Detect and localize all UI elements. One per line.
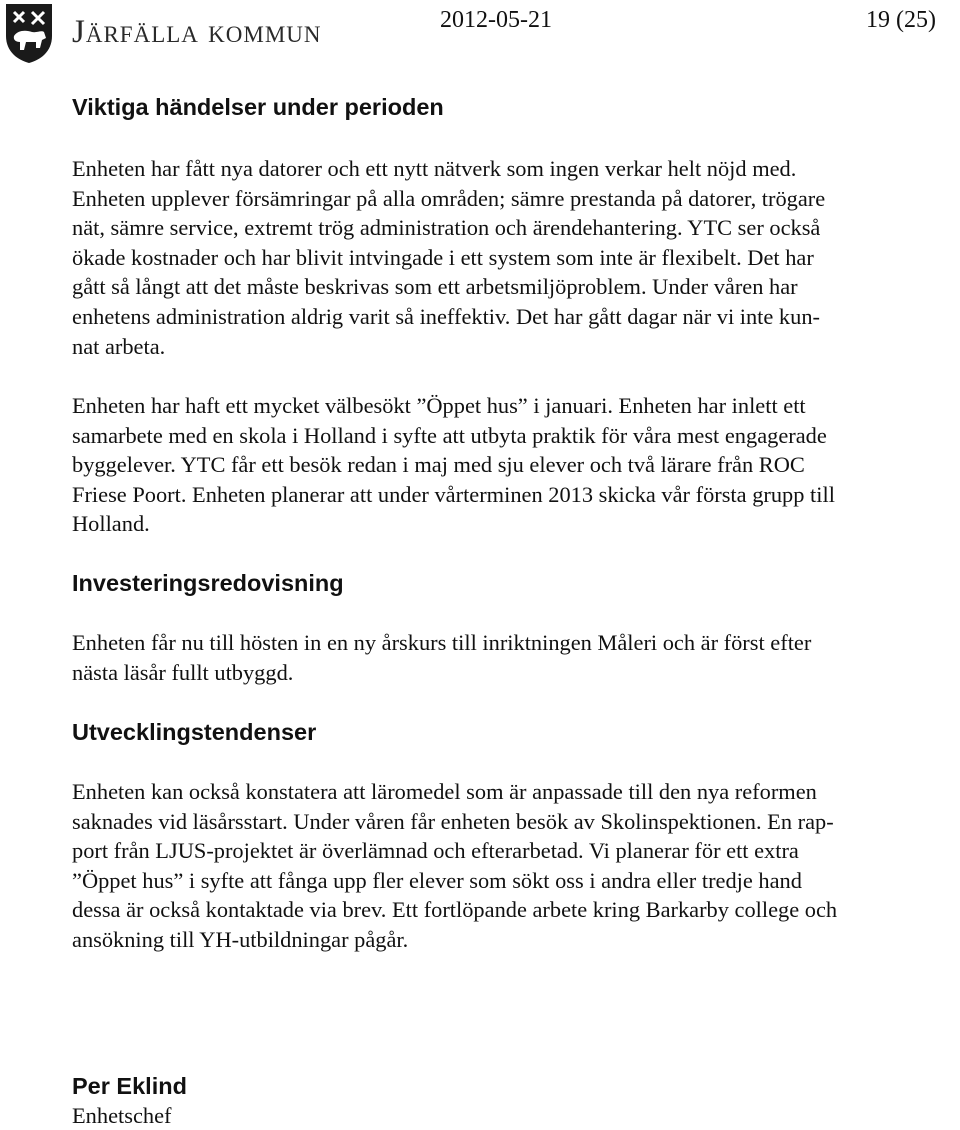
text-line: ökade kostnader och har blivit intvingade i ett system som inte är flexibelt. Det har [72,244,814,270]
text-line: byggelever. YTC får ett besök redan i maj med sju elever och två lärare från ROC [72,452,805,478]
signature-title: Enhetschef [72,1103,172,1128]
text-line: Enheten har fått nya datorer och ett nytt nätverk som ingen verkar helt nöjd med. [72,156,797,181]
text-line: saknades vid läsårsstart. Under våren får enheten besök av Skolinspektionen. En rap- [72,808,834,834]
text-line: nästa läsår fullt utbyggd. [72,659,294,685]
section-heading-events: Viktiga händelser under perioden [72,94,444,120]
paragraph-events-1 [72,154,825,361]
text-line: samarbete med en skola i Holland i syfte att utbyta praktik för våra mest engagerade [72,422,827,448]
paragraph-events-2 [72,391,835,539]
text-line: ”Öppet hus” i syfte att fånga upp fler elever som sökt oss i andra eller tredje hand [72,867,802,893]
text-line: port från LJUS-projektet är överlämnad och efterarbetad. Vi planerar för ett extra [72,838,799,864]
jarfalla-coat-of-arms-icon [4,2,54,64]
text-line: nät, sämre service, extremt trög administration och ärendehantering. YTC ser också [72,215,821,241]
text-line: nat arbeta. [72,333,166,359]
text-line: Holland. [72,511,150,537]
organization-wordmark: Järfälla kommun [72,14,322,50]
text-line: enhetens administration aldrig varit så ineffektiv. Det har gått dagar när vi inte kun- [72,303,820,329]
text-line: ansökning till YH-utbildningar pågår. [72,926,409,952]
text-line: Friese Poort. Enheten planerar att under vårterminen 2013 skicka vår första grupp till [72,481,835,507]
page-number: 19 (25) [866,7,936,33]
document-date: 2012-05-21 [440,7,552,33]
signature-name: Per Eklind [72,1073,187,1099]
paragraph-trends [72,777,837,955]
section-heading-investments: Investeringsredovisning [72,570,344,596]
text-line: gått så långt att det måste beskrivas som ett arbetsmiljöproblem. Under våren har [72,274,798,300]
text-line: dessa är också kontaktade via brev. Ett fortlöpande arbete kring Barkarby college och [72,897,838,923]
paragraph-investments [72,628,811,687]
section-heading-trends: Utvecklingstendenser [72,719,317,745]
text-line: Enheten kan också konstatera att läromedel som är anpassade till den nya reformen [72,779,817,804]
text-line: Enheten har haft ett mycket välbesökt ”Öppet hus” i januari. Enheten har inlett ett [72,393,806,418]
text-line: Enheten upplever försämringar på alla områden; sämre prestanda på datorer, trögare [72,185,826,211]
text-line: Enheten får nu till hösten in en ny årskurs till inriktningen Måleri och är först efter [72,630,812,655]
